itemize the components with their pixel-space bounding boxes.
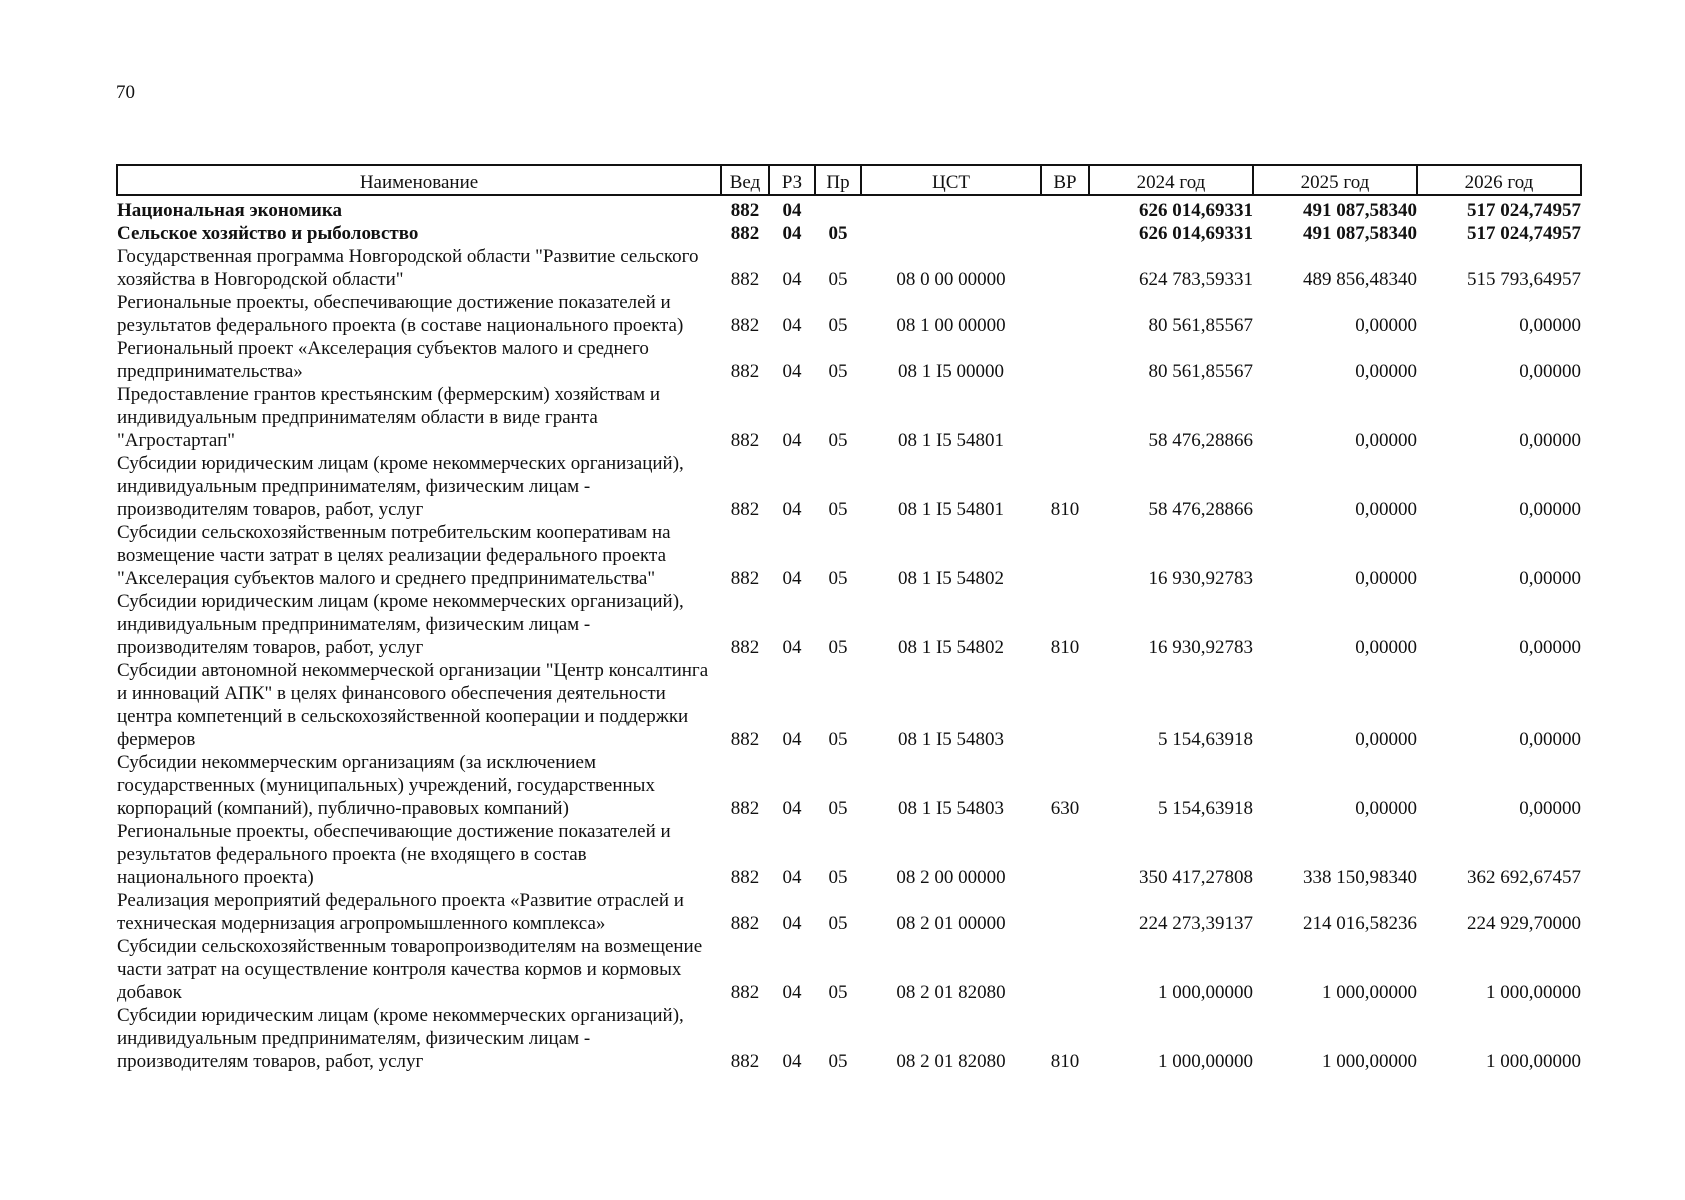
cell-vr <box>1041 659 1089 751</box>
budget-table <box>116 164 1582 1073</box>
table-row <box>117 291 1581 337</box>
cell-cst: 08 1 I5 54801 <box>897 430 1005 451</box>
table-row <box>117 590 1581 659</box>
header-cst: ЦСТ <box>861 165 1041 195</box>
cell-pr: 05 <box>828 798 848 819</box>
cell-pr: 05 <box>828 223 848 244</box>
cell-vr <box>1041 245 1089 291</box>
table-row <box>117 935 1581 1004</box>
cell-2026: 0,00000 <box>1519 361 1581 382</box>
cell-name: Государственная программа Новгородской области "Развитие сельского хозяйства в Новгородской области" <box>117 246 699 290</box>
cell-2026: 362 692,67457 <box>1467 867 1581 888</box>
header-2026: 2026 год <box>1417 165 1581 195</box>
table-row <box>117 521 1581 590</box>
cell-2024: 58 476,28866 <box>1148 499 1253 520</box>
cell-cst: 08 2 01 82080 <box>896 982 1006 1003</box>
cell-ved: 882 <box>730 315 760 336</box>
cell-ved: 882 <box>730 200 760 221</box>
cell-name: Субсидии юридическим лицам (кроме некоммерческих организаций), индивидуальным предпринимателям, физическим лицам - производителям товаров, работ, услуг <box>117 453 684 520</box>
cell-cst: 08 1 I5 54803 <box>897 729 1005 750</box>
table-row <box>117 195 1581 222</box>
cell-name: Региональный проект «Акселерация субъектов малого и среднего предпринимательства» <box>117 338 649 382</box>
table-row <box>117 751 1581 820</box>
cell-2024: 16 930,92783 <box>1148 568 1253 589</box>
cell-ved: 882 <box>730 913 760 934</box>
cell-2024: 350 417,27808 <box>1139 867 1253 888</box>
cell-2026: 0,00000 <box>1519 568 1581 589</box>
cell-rz: 04 <box>782 867 802 888</box>
cell-ved: 882 <box>730 867 760 888</box>
cell-rz: 04 <box>782 430 802 451</box>
cell-pr: 05 <box>828 637 848 658</box>
cell-2026: 0,00000 <box>1519 315 1581 336</box>
cell-vr <box>1041 195 1089 222</box>
cell-name: Реализация мероприятий федерального проекта «Развитие отраслей и техническая модернизация агропромышленного комплекса» <box>117 890 684 934</box>
cell-pr: 05 <box>828 361 848 382</box>
cell-name: Региональные проекты, обеспечивающие достижение показателей и результатов федерального проекта (не входящего в состав национального проекта) <box>117 821 671 888</box>
cell-2025: 0,00000 <box>1355 315 1417 336</box>
cell-pr <box>815 195 861 222</box>
cell-2025: 491 087,58340 <box>1303 200 1417 221</box>
cell-2024: 80 561,85567 <box>1148 361 1253 382</box>
cell-2024: 1 000,00000 <box>1158 982 1253 1003</box>
cell-ved: 882 <box>730 430 760 451</box>
cell-pr: 05 <box>828 568 848 589</box>
cell-rz: 04 <box>782 568 802 589</box>
cell-2026: 0,00000 <box>1519 729 1581 750</box>
cell-rz: 04 <box>782 223 802 244</box>
header-2024: 2024 год <box>1089 165 1253 195</box>
cell-2025: 1 000,00000 <box>1322 1051 1417 1072</box>
cell-2025: 214 016,58236 <box>1303 913 1417 934</box>
cell-vr: 810 <box>1050 637 1080 658</box>
cell-2024: 1 000,00000 <box>1158 1051 1253 1072</box>
cell-2024: 5 154,63918 <box>1158 729 1253 750</box>
table-header-row <box>117 165 1581 195</box>
cell-2025: 0,00000 <box>1355 729 1417 750</box>
header-rz: РЗ <box>769 165 815 195</box>
cell-2026: 517 024,74957 <box>1467 223 1581 244</box>
cell-pr: 05 <box>828 269 848 290</box>
cell-rz: 04 <box>782 982 802 1003</box>
cell-2024: 224 273,39137 <box>1139 913 1253 934</box>
cell-pr: 05 <box>828 913 848 934</box>
table-row <box>117 452 1581 521</box>
table-row <box>117 1004 1581 1073</box>
cell-2024: 16 930,92783 <box>1148 637 1253 658</box>
cell-2026: 515 793,64957 <box>1467 269 1581 290</box>
cell-2026: 0,00000 <box>1519 499 1581 520</box>
cell-name: Сельское хозяйство и рыболовство <box>117 223 419 244</box>
cell-pr: 05 <box>828 867 848 888</box>
cell-pr: 05 <box>828 315 848 336</box>
cell-vr <box>1041 337 1089 383</box>
cell-vr <box>1041 291 1089 337</box>
table-row <box>117 337 1581 383</box>
cell-2026: 0,00000 <box>1519 637 1581 658</box>
cell-2025: 489 856,48340 <box>1303 269 1417 290</box>
cell-ved: 882 <box>730 269 760 290</box>
cell-rz: 04 <box>782 913 802 934</box>
cell-2025: 0,00000 <box>1355 499 1417 520</box>
cell-2026: 1 000,00000 <box>1486 1051 1581 1072</box>
cell-ved: 882 <box>730 361 760 382</box>
cell-vr <box>1041 383 1089 452</box>
cell-cst: 08 1 I5 00000 <box>897 361 1005 382</box>
cell-pr: 05 <box>828 1051 848 1072</box>
cell-ved: 882 <box>730 637 760 658</box>
cell-2025: 0,00000 <box>1355 568 1417 589</box>
cell-vr <box>1041 521 1089 590</box>
cell-ved: 882 <box>730 1051 760 1072</box>
cell-ved: 882 <box>730 798 760 819</box>
cell-vr: 810 <box>1050 499 1080 520</box>
cell-2024: 626 014,69331 <box>1139 200 1253 221</box>
cell-cst: 08 1 I5 54803 <box>897 798 1005 819</box>
cell-2024: 80 561,85567 <box>1148 315 1253 336</box>
cell-2026: 1 000,00000 <box>1486 982 1581 1003</box>
cell-cst: 08 1 I5 54801 <box>897 499 1005 520</box>
cell-2024: 626 014,69331 <box>1139 223 1253 244</box>
cell-ved: 882 <box>730 568 760 589</box>
cell-cst: 08 2 01 00000 <box>896 913 1006 934</box>
cell-pr: 05 <box>828 729 848 750</box>
cell-2024: 624 783,59331 <box>1139 269 1253 290</box>
table-row <box>117 222 1581 245</box>
header-name: Наименование <box>117 165 721 195</box>
cell-cst <box>861 195 1041 222</box>
cell-rz: 04 <box>782 269 802 290</box>
page-number: 70 <box>116 82 135 103</box>
cell-cst: 08 1 00 00000 <box>896 315 1006 336</box>
table-row <box>117 889 1581 935</box>
cell-name: Национальная экономика <box>117 200 343 221</box>
cell-vr <box>1041 889 1089 935</box>
cell-2026: 0,00000 <box>1519 430 1581 451</box>
cell-2025: 0,00000 <box>1355 430 1417 451</box>
cell-name: Субсидии некоммерческим организациям (за исключением государственных (муниципальных) учреждений, государственных корпораций (компаний), публично-правовых компаний) <box>117 752 655 819</box>
cell-pr: 05 <box>828 430 848 451</box>
cell-name: Субсидии юридическим лицам (кроме некоммерческих организаций), индивидуальным предпринимателям, физическим лицам - производителям товаров, работ, услуг <box>117 591 684 658</box>
cell-rz: 04 <box>782 361 802 382</box>
cell-vr <box>1041 222 1089 245</box>
cell-2025: 0,00000 <box>1355 798 1417 819</box>
cell-2026: 224 929,70000 <box>1467 913 1581 934</box>
cell-2025: 1 000,00000 <box>1322 982 1417 1003</box>
table-row <box>117 383 1581 452</box>
cell-pr: 05 <box>828 982 848 1003</box>
cell-ved: 882 <box>730 729 760 750</box>
cell-name: Субсидии юридическим лицам (кроме некоммерческих организаций), индивидуальным предпринимателям, физическим лицам - производителям товаров, работ, услуг <box>117 1005 684 1072</box>
cell-ved: 882 <box>730 499 760 520</box>
cell-cst: 08 2 00 00000 <box>896 867 1006 888</box>
cell-2025: 338 150,98340 <box>1303 867 1417 888</box>
cell-name: Субсидии автономной некоммерческой организации "Центр консалтинга и инноваций АПК" в целях финансового обеспечения деятельности центра компетенций в сельскохозяйственной кооперации и поддержки фермеров <box>117 660 709 750</box>
header-2025: 2025 год <box>1253 165 1417 195</box>
header-pr: Пр <box>815 165 861 195</box>
header-vr: ВР <box>1041 165 1089 195</box>
cell-name: Субсидии сельскохозяйственным товаропроизводителям на возмещение части затрат на осуществление контроля качества кормов и кормовых добавок <box>117 936 703 1003</box>
cell-vr <box>1041 935 1089 1004</box>
cell-pr: 05 <box>828 499 848 520</box>
cell-cst: 08 1 I5 54802 <box>897 568 1005 589</box>
cell-cst: 08 1 I5 54802 <box>897 637 1005 658</box>
cell-vr <box>1041 820 1089 889</box>
cell-2025: 0,00000 <box>1355 361 1417 382</box>
table-row <box>117 245 1581 291</box>
cell-vr: 810 <box>1050 1051 1080 1072</box>
table-body <box>117 195 1581 1073</box>
cell-rz: 04 <box>782 637 802 658</box>
table-row <box>117 659 1581 751</box>
cell-2024: 58 476,28866 <box>1148 430 1253 451</box>
cell-rz: 04 <box>782 798 802 819</box>
cell-2026: 517 024,74957 <box>1467 200 1581 221</box>
cell-name: Предоставление грантов крестьянским (фермерским) хозяйствам и индивидуальным предпринимателям области в виде гранта "Агростартап" <box>117 384 661 451</box>
cell-rz: 04 <box>782 499 802 520</box>
cell-ved: 882 <box>730 223 760 244</box>
cell-name: Субсидии сельскохозяйственным потребительским кооперативам на возмещение части затрат в целях реализации федерального проекта "Акселерация субъектов малого и среднего предпринимательства" <box>117 522 671 589</box>
cell-rz: 04 <box>782 315 802 336</box>
cell-vr: 630 <box>1050 798 1080 819</box>
cell-name: Региональные проекты, обеспечивающие достижение показателей и результатов федерального проекта (в составе национального проекта) <box>117 292 684 336</box>
table-row <box>117 820 1581 889</box>
cell-rz: 04 <box>782 729 802 750</box>
cell-ved: 882 <box>730 982 760 1003</box>
cell-cst: 08 2 01 82080 <box>896 1051 1006 1072</box>
cell-rz: 04 <box>782 200 802 221</box>
cell-rz: 04 <box>782 1051 802 1072</box>
cell-2025: 491 087,58340 <box>1303 223 1417 244</box>
cell-2024: 5 154,63918 <box>1158 798 1253 819</box>
cell-2025: 0,00000 <box>1355 637 1417 658</box>
cell-cst: 08 0 00 00000 <box>896 269 1006 290</box>
header-ved: Вед <box>721 165 769 195</box>
cell-cst <box>861 222 1041 245</box>
cell-2026: 0,00000 <box>1519 798 1581 819</box>
